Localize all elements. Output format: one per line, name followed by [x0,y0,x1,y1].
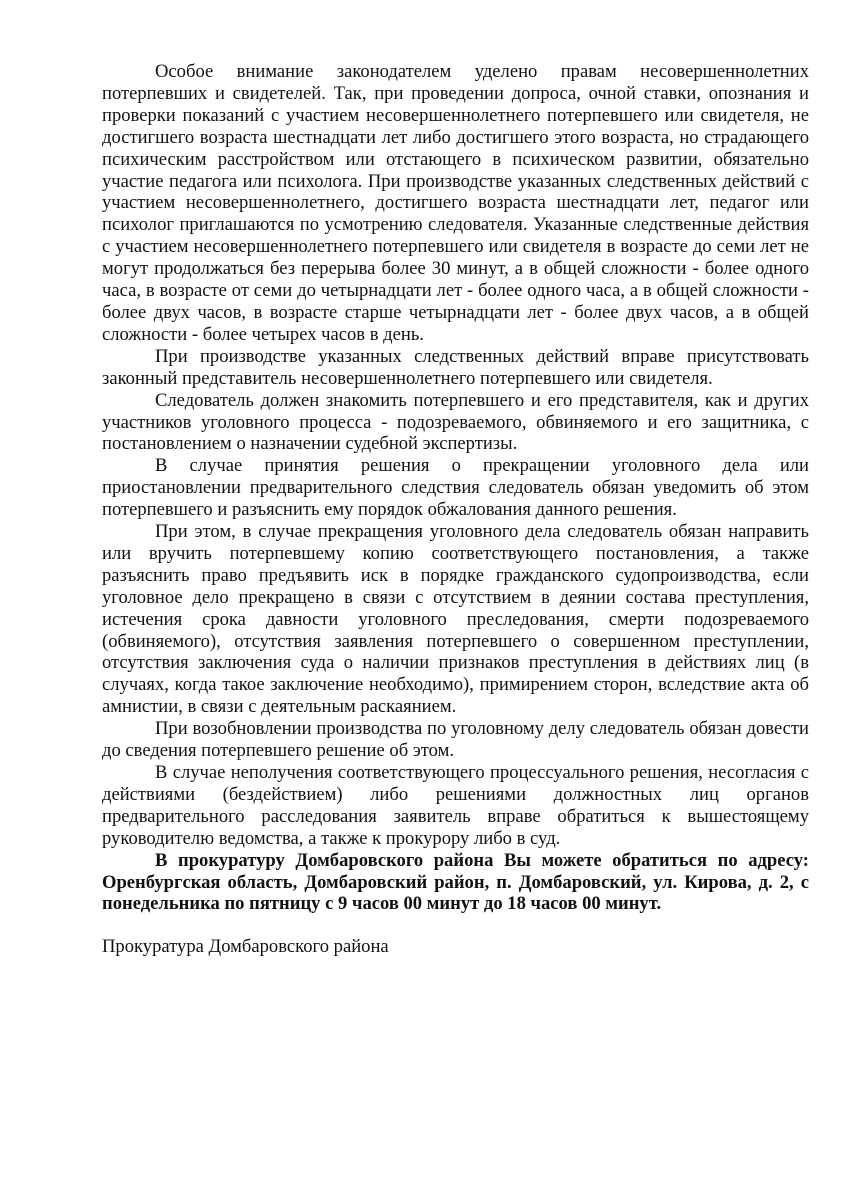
paragraph-appeal-rights: В случае неполучения соответствующего процессуального решения, несогласия с действиями (бездействием) либо решениями должностных лиц органов предварительного расследования заявитель вправе обратиться к вышестоящему руководителю ведомства, а также к прокурору либо в суд. [102,762,809,849]
paragraph-case-resumption: При возобновлении производства по уголовному делу следователь обязан довести до сведения потерпевшего решение об этом. [102,718,809,762]
paragraph-contact-address: В прокуратуру Домбаровского района Вы можете обратиться по адресу: Оренбургская область, Домбаровский район, п. Домбаровский, ул. Кирова, д. 2, с понедельника по пятницу с 9 часов 00 минут до 18 часов 00 минут. [102,849,809,915]
paragraph-expert-examination: Следователь должен знакомить потерпевшего и его представителя, как и других участников уголовного процесса - подозреваемого, обвиняемого и его защитника, с постановлением о назначении судебной экспертизы. [102,389,809,455]
paragraph-case-termination-notice: В случае принятия решения о прекращении уголовного дела или приостановлении предварительного следствия следователь обязан уведомить об этом потерпевшего и разъяснить ему порядок обжалования данного решения. [102,455,809,521]
signature: Прокуратура Домбаровского района [102,936,389,958]
paragraph-legal-representative: При производстве указанных следственных действий вправе присутствовать законный представитель несовершеннолетнего потерпевшего или свидетеля. [102,345,809,389]
paragraph-minor-witness-rights: Особое внимание законодателем уделено правам несовершеннолетних потерпевших и свидетелей. Так, при проведении допроса, очной ставки, опознания и проверки показаний с участием несовершеннолетнего потерпевшего или свидетеля, не достигшего возраста шестнадцати лет либо достигшего этого возраста, но страдающего психическим расстройством или отстающего в психическом развитии, обязательно участие педагога или психолога. При производстве указанных следственных действий с участием несовершеннолетнего, достигшего возраста шестнадцати лет, педагог или психолог приглашаются по усмотрению следователя. Указанные следственные действия с участием несовершеннолетнего потерпевшего или свидетеля в возрасте до семи лет не могут продолжаться без перерыва более 30 минут, а в общей сложности - более одного часа, в возрасте от семи до четырнадцати лет - более одного часа, а в общей сложности - более двух часов, в возрасте старше четырнадцати лет - более двух часов, а в общей сложности - более четырех часов в день. [102,61,809,345]
document-page [102,61,809,958]
paragraph-termination-grounds: При этом, в случае прекращения уголовного дела следователь обязан направить или вручить потерпевшему копию соответствующего постановления, а также разъяснить право предъявить иск в порядке гражданского судопроизводства, если уголовное дело прекращено в связи с отсутствием в деянии состава преступления, истечения срока давности уголовного преследования, смерти подозреваемого (обвиняемого), отсутствия заявления потерпевшего о совершенном преступлении, отсутствия заключения суда о наличии признаков преступления в действиях лиц (в случаях, когда такое заключение необходимо), примирением сторон, вследствие акта об амнистии, в связи с деятельным раскаянием. [102,521,809,718]
